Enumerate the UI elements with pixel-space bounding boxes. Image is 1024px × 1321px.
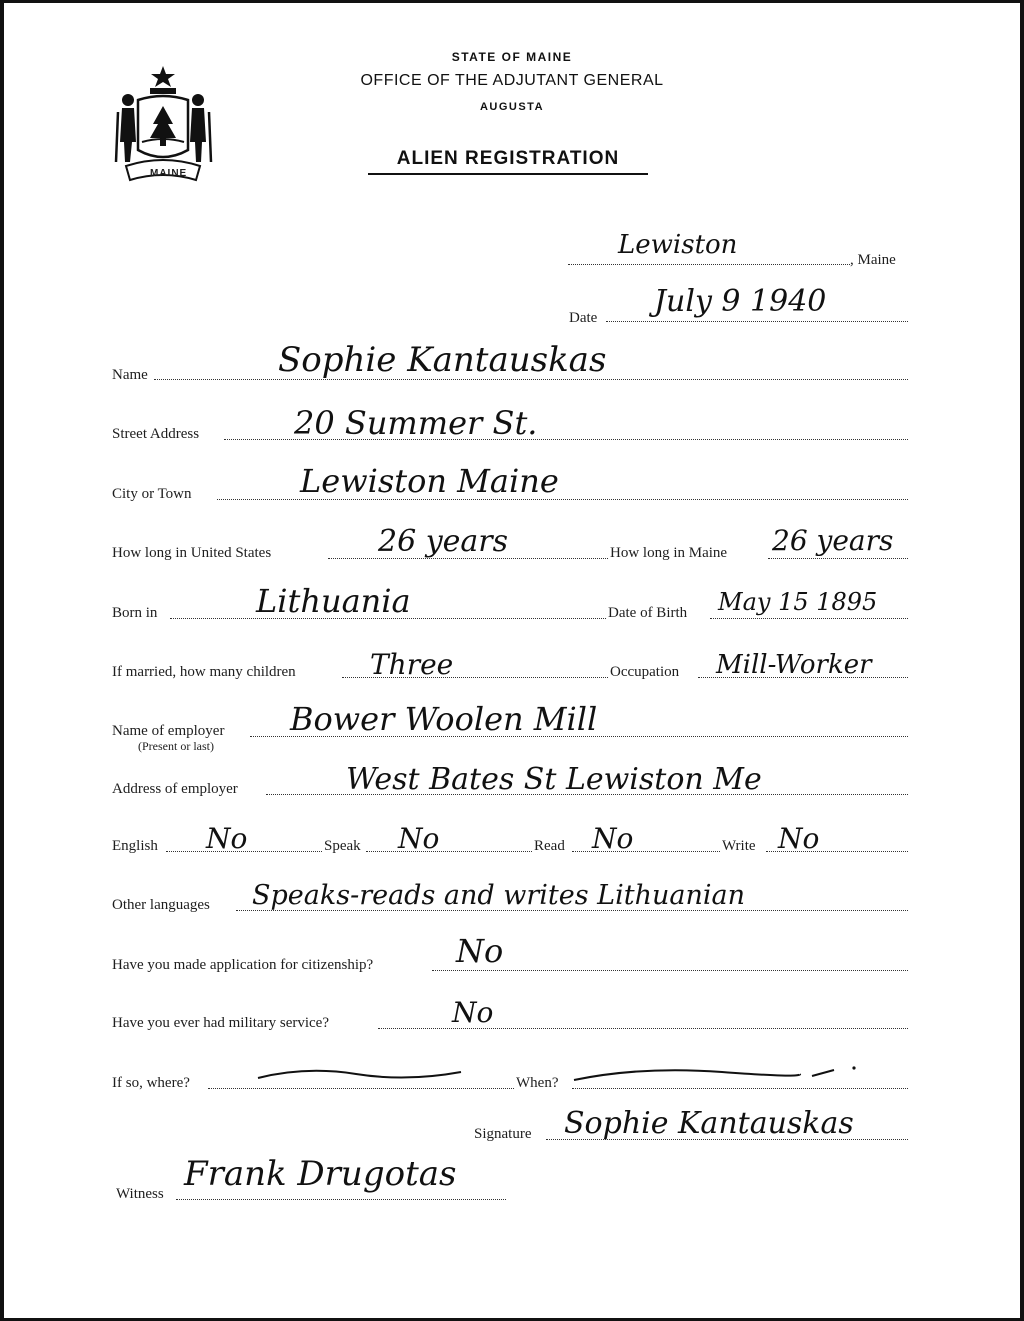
header-office: OFFICE OF THE ADJUTANT GENERAL	[360, 72, 664, 89]
seal-banner-text: MAINE	[150, 168, 188, 179]
other-languages-value: Speaks-reads and writes Lithuanian	[252, 880, 745, 911]
speak-value: No	[398, 822, 440, 855]
occupation-label: Occupation	[610, 664, 680, 680]
us-duration-label: How long in United States	[112, 545, 272, 561]
street-label: Street Address	[112, 426, 200, 442]
date-label: Date	[569, 310, 598, 326]
employer-value: Bower Woolen Mill	[290, 700, 598, 738]
maine-duration-line	[768, 558, 908, 559]
speak-line	[366, 851, 532, 852]
place-line	[568, 264, 850, 265]
city-label: City or Town	[112, 486, 192, 502]
military-value: No	[452, 996, 494, 1029]
dob-label: Date of Birth	[608, 605, 688, 621]
citizenship-value: No	[456, 932, 504, 970]
other-languages-label: Other languages	[112, 897, 210, 913]
when-line	[572, 1088, 908, 1089]
city-value: Lewiston Maine	[300, 462, 559, 500]
born-label: Born in	[112, 605, 158, 621]
children-label: If married, how many children	[112, 664, 296, 680]
where-label: If so, where?	[112, 1075, 190, 1091]
employer-address-value: West Bates St Lewiston Me	[346, 762, 762, 797]
witness-line	[176, 1199, 506, 1200]
where-dash-mark	[256, 1064, 466, 1084]
form-title: ALIEN REGISTRATION	[368, 148, 648, 175]
signature-value: Sophie Kantauskas	[564, 1106, 854, 1141]
date-value: July 9 1940	[654, 284, 827, 319]
read-value: No	[592, 822, 634, 855]
maine-duration-value: 26 years	[772, 524, 894, 557]
military-label: Have you ever had military service?	[112, 1015, 329, 1031]
read-label: Read	[534, 838, 565, 854]
speak-label: Speak	[324, 838, 361, 854]
english-label: English	[112, 838, 158, 854]
employer-address-label: Address of employer	[112, 781, 238, 797]
maine-duration-label: How long in Maine	[610, 545, 728, 561]
when-label: When?	[516, 1075, 559, 1091]
name-label: Name	[112, 367, 148, 383]
english-value: No	[206, 822, 248, 855]
name-value: Sophie Kantauskas	[278, 340, 607, 380]
write-label: Write	[722, 838, 756, 854]
header-state: STATE OF MAINE	[451, 50, 573, 64]
witness-value: Frank Drugotas	[184, 1154, 457, 1194]
employer-label: Name of employer	[112, 723, 225, 739]
header-city: AUGUSTA	[479, 101, 545, 113]
place-suffix: , Maine	[850, 252, 896, 268]
date-line	[606, 321, 908, 322]
born-value: Lithuania	[256, 582, 411, 620]
when-dash-mark	[572, 1062, 862, 1086]
occupation-value: Mill-Worker	[716, 650, 872, 680]
citizenship-line	[432, 970, 908, 971]
street-value: 20 Summer St.	[294, 404, 538, 442]
citizenship-label: Have you made application for citizenship?	[112, 957, 374, 973]
dob-line	[710, 618, 908, 619]
signature-label: Signature	[474, 1126, 532, 1142]
employer-sublabel: (Present or last)	[138, 739, 214, 753]
witness-label: Witness	[116, 1186, 164, 1202]
place-value: Lewiston	[618, 230, 738, 260]
dob-value: May 15 1895	[718, 588, 878, 616]
write-value: No	[778, 822, 820, 855]
children-value: Three	[370, 648, 454, 681]
us-duration-value: 26 years	[378, 524, 509, 559]
where-line	[208, 1088, 514, 1089]
